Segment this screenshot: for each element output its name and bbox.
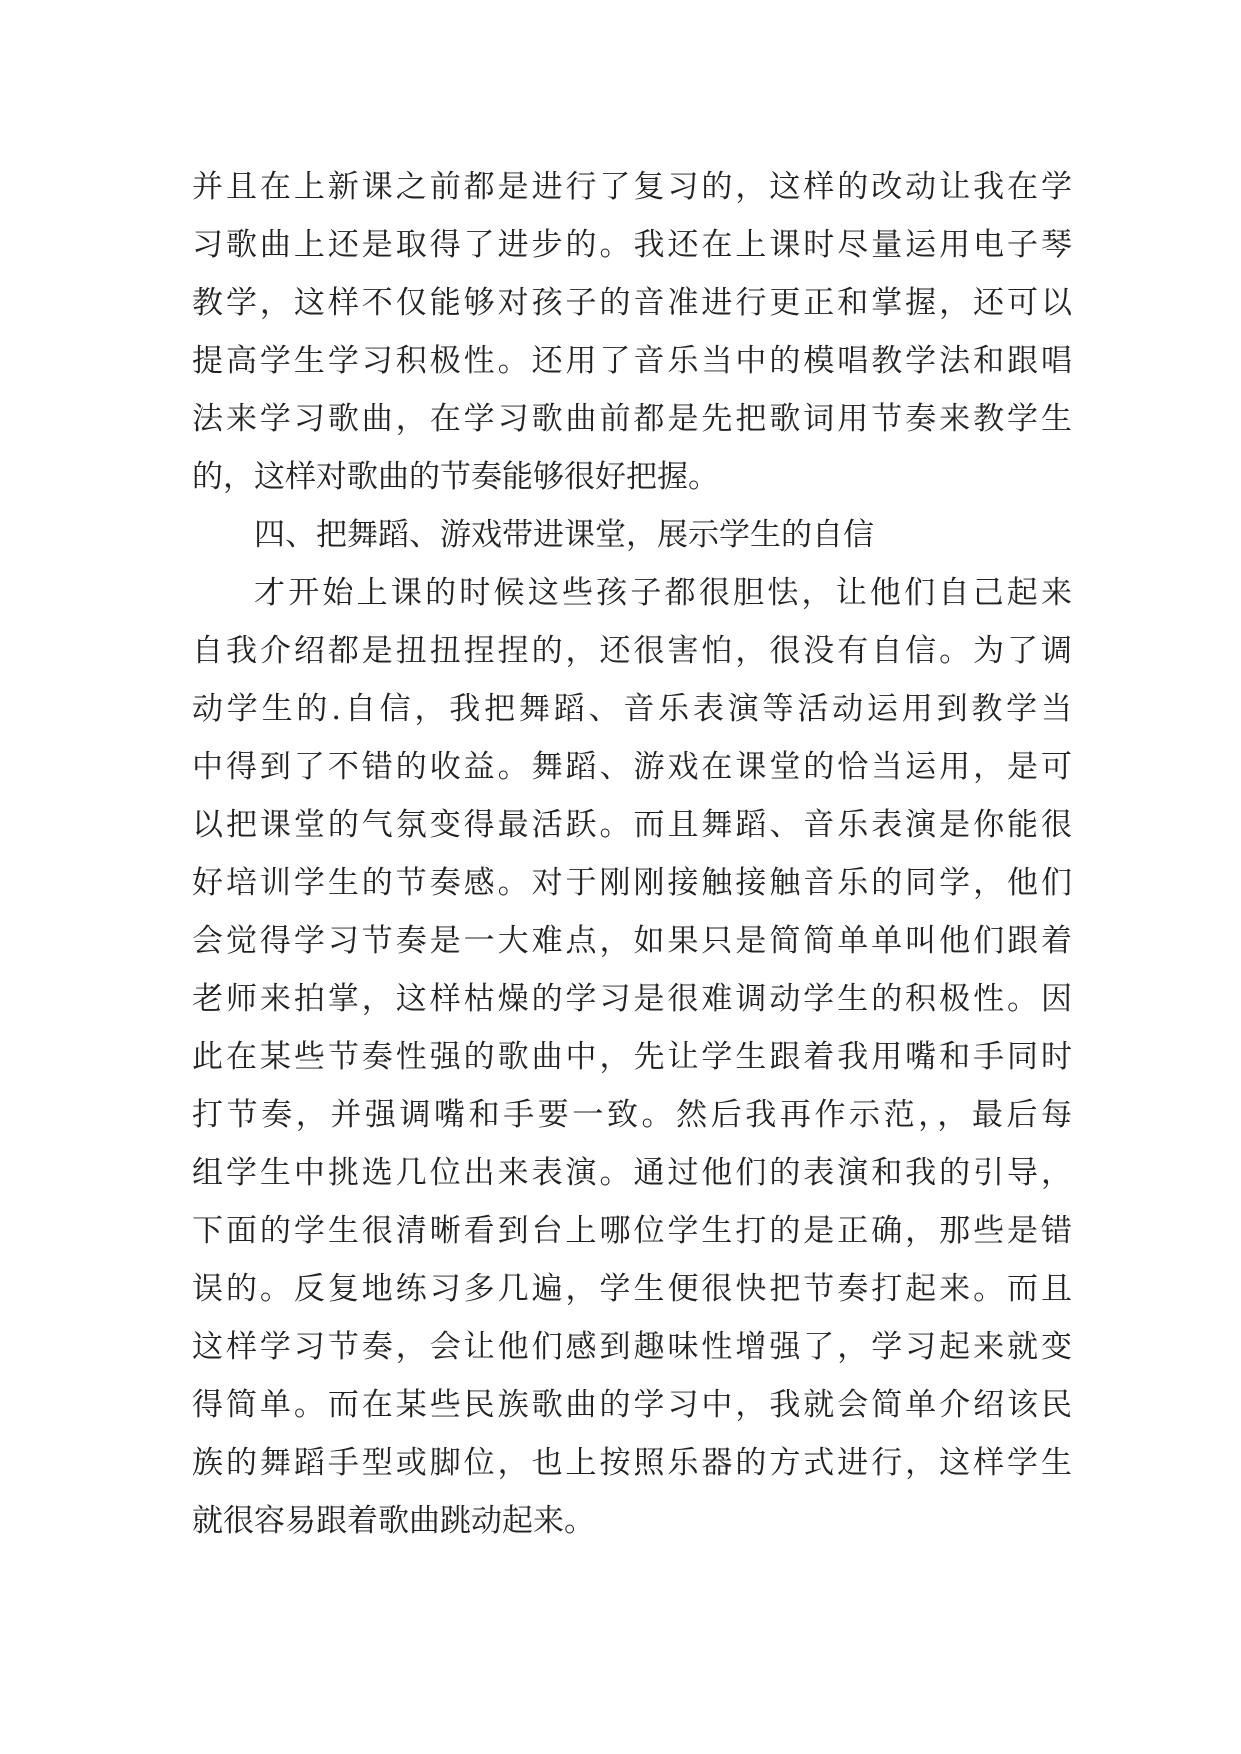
- paragraph-line: 组学生中挑选几位出来表演。通过他们的表演和我的引导，: [192, 1155, 1072, 1191]
- paragraph-line: 此在某些节奏性强的歌曲中，先让学生跟着我用嘴和手同时: [192, 1039, 1072, 1075]
- paragraph-line: 以把课堂的气氛变得最活跃。而且舞蹈、音乐表演是你能很: [192, 807, 1072, 843]
- paragraph-line: 才开始上课的时候这些孩子都很胆怯，让他们自己起来: [254, 575, 1072, 611]
- paragraph-line: 教学，这样不仅能够对孩子的音准进行更正和掌握，还可以: [192, 285, 1072, 321]
- paragraph-line: 这样学习节奏，会让他们感到趣味性增强了，学习起来就变: [192, 1329, 1072, 1365]
- paragraph-line: 习歌曲上还是取得了进步的。我还在上课时尽量运用电子琴: [192, 227, 1072, 263]
- paragraph-line: 下面的学生很清晰看到台上哪位学生打的是正确，那些是错: [192, 1213, 1072, 1249]
- paragraph-line: 的，这样对歌曲的节奏能够很好把握。: [192, 459, 719, 495]
- paragraph-line: 老师来拍掌，这样枯燥的学习是很难调动学生的积极性。因: [192, 981, 1072, 1017]
- document-body: [192, 158, 1072, 1550]
- paragraph-line: 好培训学生的节奏感。对于刚刚接触接触音乐的同学，他们: [192, 865, 1072, 901]
- paragraph-1: [192, 158, 1072, 506]
- section-heading: 四、把舞蹈、游戏带进课堂，展示学生的自信: [254, 517, 874, 553]
- paragraph-line: 打节奏，并强调嘴和手要一致。然后我再作示范，，最后每: [192, 1097, 1072, 1133]
- paragraph-2: [192, 564, 1072, 1550]
- paragraph-line: 自我介绍都是扭扭捏捏的，还很害怕，很没有自信。为了调: [192, 633, 1072, 669]
- paragraph-line: 得简单。而在某些民族歌曲的学习中，我就会简单介绍该民: [192, 1387, 1072, 1423]
- paragraph-line: 提高学生学习积极性。还用了音乐当中的模唱教学法和跟唱: [192, 343, 1072, 379]
- paragraph-line: 中得到了不错的收益。舞蹈、游戏在课堂的恰当运用，是可: [192, 749, 1072, 785]
- paragraph-line: 误的。反复地练习多几遍，学生便很快把节奏打起来。而且: [192, 1271, 1072, 1307]
- paragraph-line: 动学生的.自信，我把舞蹈、音乐表演等活动运用到教学当: [192, 691, 1072, 727]
- paragraph-line: 并且在上新课之前都是进行了复习的，这样的改动让我在学: [192, 169, 1072, 205]
- paragraph-line: 族的舞蹈手型或脚位，也上按照乐器的方式进行，这样学生: [192, 1445, 1072, 1481]
- paragraph-line: 就很容易跟着歌曲跳动起来。: [192, 1503, 595, 1539]
- paragraph-line: 法来学习歌曲，在学习歌曲前都是先把歌词用节奏来教学生: [192, 401, 1072, 437]
- paragraph-line: 会觉得学习节奏是一大难点，如果只是简简单单叫他们跟着: [192, 923, 1072, 959]
